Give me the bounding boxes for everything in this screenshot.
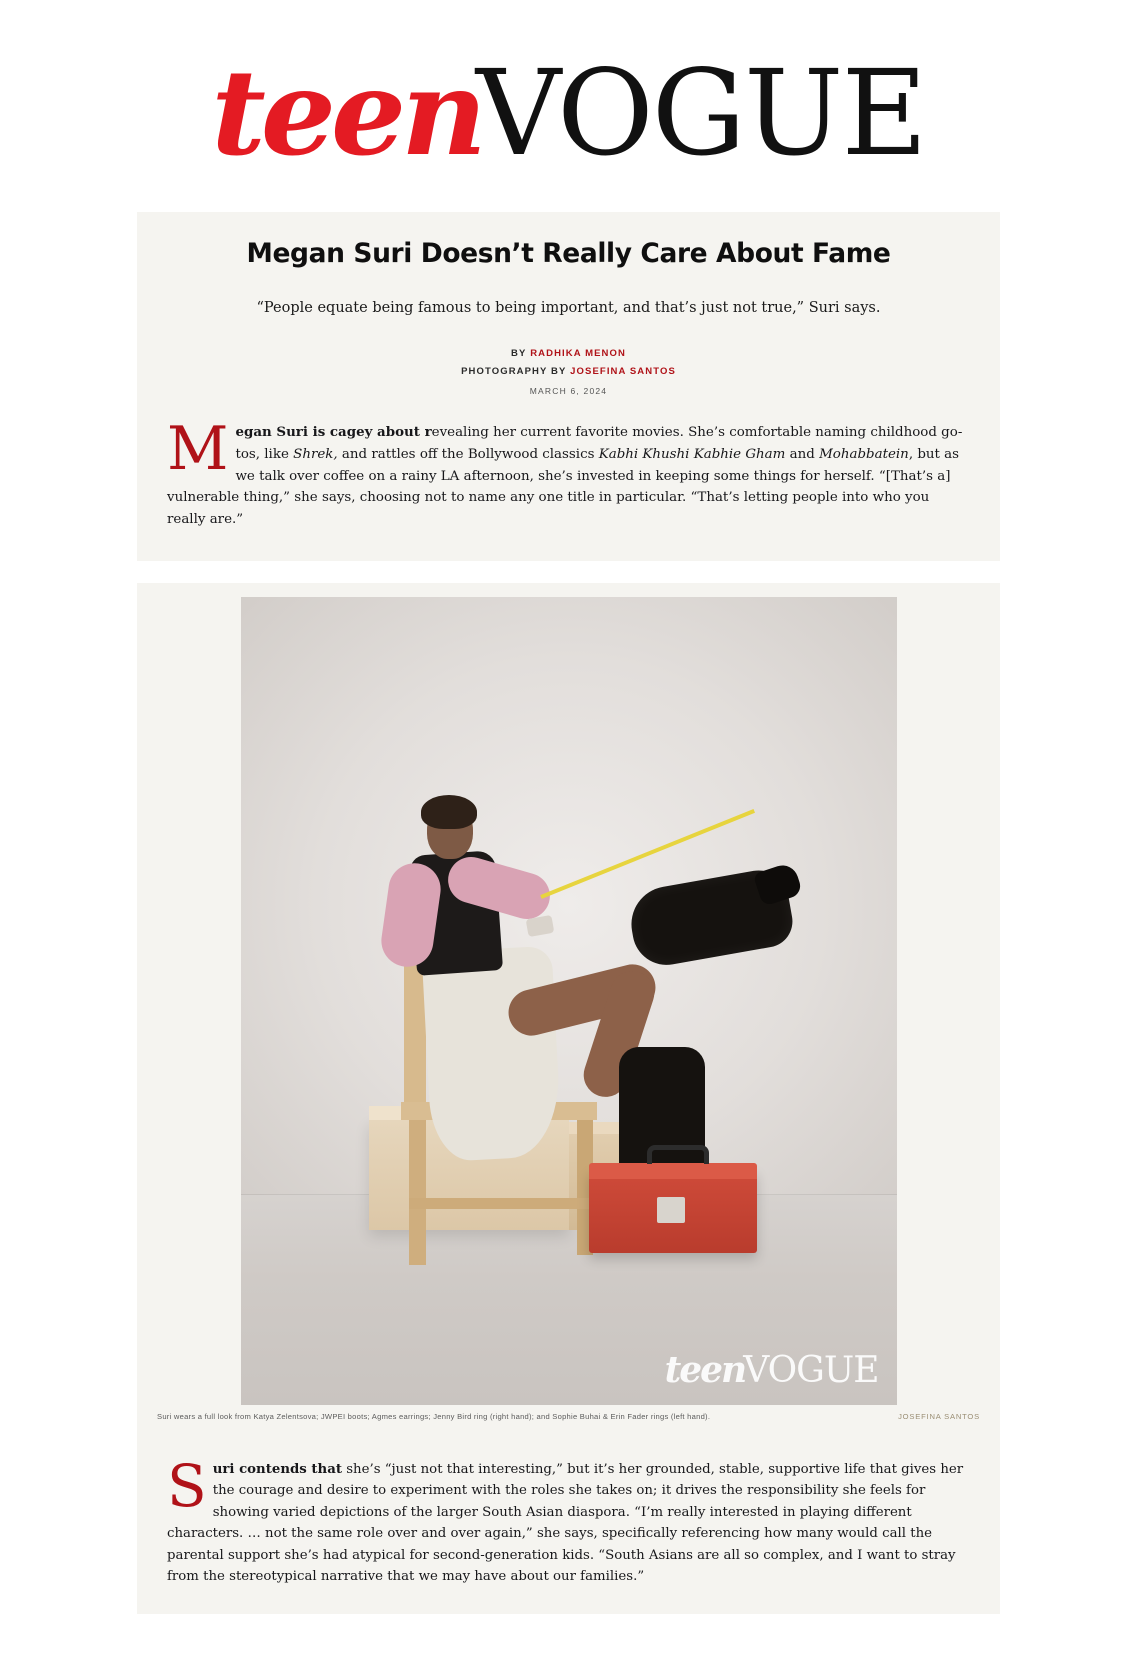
site-masthead xyxy=(0,0,1137,182)
film-title-mohabbatein: Mohabbatein xyxy=(819,446,909,462)
author-link[interactable]: RADHIKA MENON xyxy=(530,348,626,360)
para2-text: she’s “just not that interesting,” but it’s her grounded, stable, supportive life that gives her the courage and desire to experiment with the roles she takes on; it drives the responsibility she feels for showing varied depictions of the larger South Asian diaspora. “I’m really interested in playing different characters. … not the same role over and over again,” she says, specifically referencing how many would call the parental support she’s had atypical for second-generation kids. “South Asians are all so complex, and I want to stray from the stereotypical narrative that we may have about our families.” xyxy=(167,1461,964,1585)
author-byline xyxy=(137,348,1000,359)
watermark-teen-text: teen xyxy=(664,1348,746,1391)
article-header-band xyxy=(137,212,1000,561)
lead-bold-2: uri contends that xyxy=(212,1461,342,1477)
para1-text-c: and xyxy=(785,446,820,462)
page-title: Megan Suri Doesn’t Really Care About Fame xyxy=(246,238,891,269)
chair-rail xyxy=(409,1198,593,1209)
logo-vogue-text: VOGUE xyxy=(475,44,926,182)
film-title-shrek: Shrek, xyxy=(293,446,338,462)
red-toolbox-latch xyxy=(657,1197,685,1223)
photo-credit-prefix: PHOTOGRAPHY BY xyxy=(461,366,567,378)
byline-prefix: BY xyxy=(511,348,527,360)
model-hair xyxy=(421,795,477,829)
para1-text-b: and rattles off the Bollywood classics xyxy=(337,446,599,462)
chair-leg-front xyxy=(409,1119,426,1265)
para1-text-d: , but as we talk over coffee on a rainy LA afternoon, she’s invested in keeping some things for herself. “[That’s a] vulnerable thing,” she says, choosing not to name any one title in particular. “That’s letting people into who you really are.” xyxy=(167,446,960,527)
article-paragraph-2 xyxy=(167,1451,970,1588)
teen-vogue-logo[interactable] xyxy=(211,43,926,182)
watermark-vogue-text: VOGUE xyxy=(743,1349,879,1391)
photo-caption: Suri wears a full look from Katya Zelentsova; JWPEI boots; Agmes earrings; Jenny Bird ring (right hand); and Sophie Buhai & Erin Fader rings (left hand). xyxy=(157,1411,711,1421)
hero-photo xyxy=(241,597,897,1405)
film-title-k3g: Kabhi Khushi Kabhie Gham xyxy=(598,446,786,462)
article-dek: “People equate being famous to being important, and that’s just not true,” Suri says. xyxy=(256,299,881,316)
photographer-byline xyxy=(137,366,1000,377)
red-toolbox-lid xyxy=(589,1163,757,1179)
article-body-band xyxy=(137,1431,1000,1614)
article-photo-band xyxy=(137,583,1000,1431)
red-toolbox-handle xyxy=(647,1145,709,1164)
photo-caption-row xyxy=(157,1412,980,1421)
byline-block xyxy=(137,348,1000,396)
dropcap-m: M xyxy=(167,414,229,485)
photo-credit: JOSEFINA SANTOS xyxy=(898,1411,980,1421)
lead-bold-1: egan Suri is cagey about r xyxy=(235,424,432,441)
article-paragraph-1 xyxy=(167,414,970,531)
photographer-link[interactable]: JOSEFINA SANTOS xyxy=(570,366,676,378)
measuring-tape-case xyxy=(525,914,554,936)
para1-text-a: evealing her current favorite movies. She’s comfortable naming childhood go-tos, like xyxy=(235,425,963,462)
watermark-logo xyxy=(665,1349,879,1391)
publish-date: MARCH 6, 2024 xyxy=(529,386,608,397)
logo-teen-text: teen xyxy=(211,43,482,182)
model-skirt xyxy=(421,945,562,1162)
dropcap-s: S xyxy=(167,1451,207,1520)
